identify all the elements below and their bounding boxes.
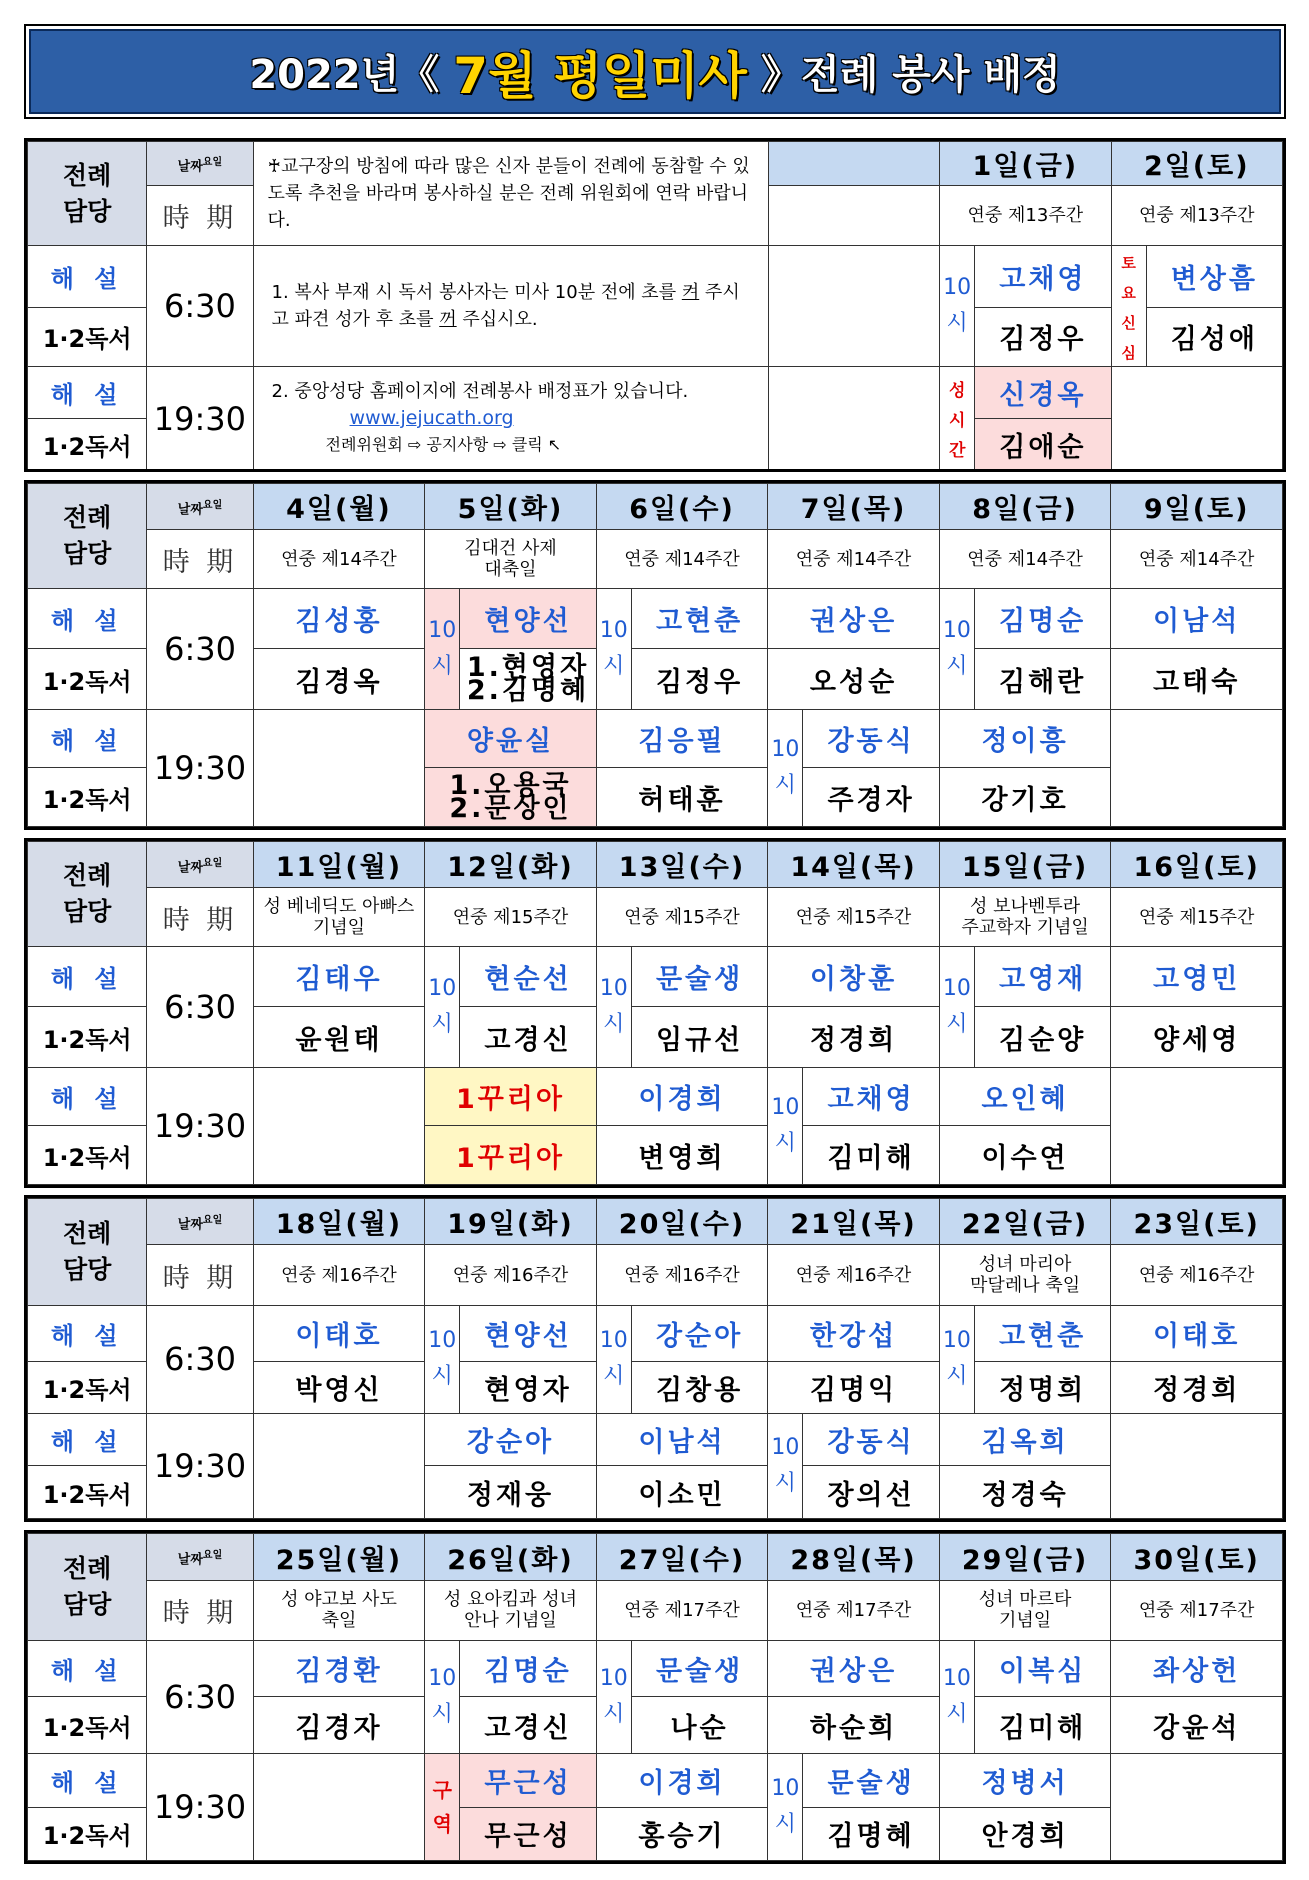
period-cell: 성 요아킴과 성녀 안나 기념일 (425, 1581, 597, 1640)
reader-name: 고태숙 (1111, 649, 1283, 710)
reader-name: 정명희 (974, 1361, 1110, 1413)
title-prefix: 2022년《 (249, 52, 440, 98)
title-suffix: 》전례 봉사 배정 (760, 52, 1061, 98)
period-cell: 연중 제17주간 (1111, 1581, 1283, 1640)
reader-name: 김명익 (768, 1361, 940, 1413)
period-cell: 연중 제14주간 (253, 530, 425, 589)
notice-recruit: ♰교구장의 방침에 따라 많은 신자 분들이 전례에 동참할 수 있도록 추천을 바라며 봉사하실 분은 전례 위원회에 연락 바랍니다. (253, 142, 768, 246)
commentator-name: 권상은 (768, 1640, 940, 1696)
ten-am-tag: 10 시 (768, 1067, 803, 1184)
ten-am-tag: 10 시 (596, 946, 631, 1067)
day-header: 14일(목) (768, 842, 940, 888)
ten-am-tag: 10 시 (768, 709, 803, 826)
blank-period (768, 186, 939, 246)
period-label: 時 期 (147, 888, 253, 947)
time-pm: 19:30 (147, 1754, 253, 1861)
commentator-name: 정이흥 (939, 709, 1111, 768)
role-header: 전례 담당 (28, 484, 147, 589)
commentator-name: 신경옥 (975, 367, 1111, 419)
reader-name: 김명혜 (803, 1807, 939, 1860)
ten-am-tag: 10 시 (596, 1305, 631, 1413)
ten-am-tag: 10 시 (425, 946, 460, 1067)
period-cell: 연중 제17주간 (596, 1581, 768, 1640)
reader-name: 양세영 (1111, 1007, 1283, 1068)
ten-am-tag: 10 시 (939, 1305, 974, 1413)
day-header: 8일(금) (939, 484, 1111, 530)
week-block-3 (24, 838, 1286, 1188)
reader-label: 1·2독서 (28, 419, 147, 471)
role-header: 전례 담당 (28, 142, 147, 246)
time-am: 6:30 (147, 1640, 253, 1754)
commentator-label: 해 설 (28, 1413, 147, 1465)
commentator-label: 해 설 (28, 588, 147, 649)
reader-name: 윤원태 (253, 1007, 425, 1068)
day-header: 13일(수) (596, 842, 768, 888)
time-pm: 19:30 (147, 1067, 253, 1184)
commentator-label: 해 설 (28, 709, 147, 768)
commentator-name: 이태호 (1111, 1305, 1283, 1361)
commentator-name: 문술생 (631, 946, 767, 1007)
day-header: 20일(수) (596, 1199, 768, 1245)
reader-name: 박영신 (253, 1361, 425, 1413)
commentator-name: 강동식 (803, 1413, 939, 1465)
reader-name: 정경희 (768, 1007, 940, 1068)
day-header: 21일(목) (768, 1199, 940, 1245)
reader-name: 정재웅 (425, 1466, 597, 1519)
reader-name: 김미해 (974, 1696, 1110, 1753)
commentator-name: 이태호 (253, 1305, 425, 1361)
period-cell: 연중 제15주간 (596, 888, 768, 947)
commentator-name: 이창훈 (768, 946, 940, 1007)
blank-cell (768, 246, 939, 367)
commentator-name: 김명순 (460, 1640, 596, 1696)
reader-name: 강기호 (939, 768, 1111, 827)
time-pm: 19:30 (147, 367, 253, 471)
period-cell: 성 베네딕도 아빠스 기념일 (253, 888, 425, 947)
reader-name: 나순 (631, 1696, 767, 1753)
reader-name: 1.현영자 2.김명혜 (460, 649, 596, 710)
blank-cell (768, 367, 939, 471)
saturday-devotion-tag: 토 요 신 심 (1111, 246, 1146, 367)
commentator-label: 해 설 (28, 946, 147, 1007)
commentator-name: 이경희 (596, 1754, 768, 1807)
day-header: 6일(수) (596, 484, 768, 530)
commentator-name: 김태우 (253, 946, 425, 1007)
commentator-name: 변상흠 (1146, 246, 1282, 308)
period-cell: 김대건 사제 대축일 (425, 530, 597, 589)
page-title (29, 29, 1281, 114)
reader-name: 김미해 (803, 1126, 939, 1185)
week-block-2 (24, 480, 1286, 830)
reader-name: 장의선 (803, 1466, 939, 1519)
day-header: 4일(월) (253, 484, 425, 530)
ten-am-tag: 10 시 (596, 588, 631, 709)
commentator-label: 해 설 (28, 1640, 147, 1696)
role-header: 전례 담당 (28, 1199, 147, 1306)
blank-cell (1111, 367, 1282, 471)
holy-hour-tag: 성 시 간 (940, 367, 975, 471)
commentator-name: 무근성 (460, 1754, 596, 1807)
commentator-name: 현양선 (460, 1305, 596, 1361)
day-header: 11일(월) (253, 842, 425, 888)
commentator-name: 이경희 (596, 1067, 768, 1126)
period-cell: 연중 제16주간 (425, 1245, 597, 1306)
period-cell: 성 보나벤투라 주교학자 기념일 (939, 888, 1111, 947)
commentator-name: 김명순 (974, 588, 1110, 649)
ten-am-tag: 10 시 (768, 1754, 803, 1861)
day-header: 25일(월) (253, 1534, 425, 1581)
reader-name: 김창용 (631, 1361, 767, 1413)
day-header: 22일(금) (939, 1199, 1111, 1245)
reader-name: 고경신 (460, 1696, 596, 1753)
period-cell: 연중 제14주간 (768, 530, 940, 589)
reader-label: 1·2독서 (28, 307, 147, 366)
commentator-name: 고현춘 (631, 588, 767, 649)
date-label: 날짜$^{요일}$ (147, 1199, 253, 1245)
reader-name: 김경자 (253, 1696, 425, 1753)
ten-am-tag: 10 시 (939, 946, 974, 1067)
commentator-name: 이복심 (974, 1640, 1110, 1696)
blank-cell (1111, 1413, 1283, 1518)
reader-name: 무근성 (460, 1807, 596, 1860)
blank-cell (1111, 709, 1283, 826)
time-am: 6:30 (147, 588, 253, 709)
week-block-5 (24, 1530, 1286, 1864)
commentator-name: 고현춘 (974, 1305, 1110, 1361)
reader-label: 1·2독서 (28, 1007, 147, 1068)
reader-name: 1꾸리아 (425, 1126, 597, 1185)
reader-label: 1·2독서 (28, 768, 147, 827)
reader-name: 이소민 (596, 1466, 768, 1519)
period-cell: 연중 제15주간 (1111, 888, 1283, 947)
reader-name: 임규선 (631, 1007, 767, 1068)
reader-label: 1·2독서 (28, 649, 147, 710)
blank-cell (253, 709, 425, 826)
reader-name: 오성순 (768, 649, 940, 710)
commentator-name: 좌상헌 (1111, 1640, 1283, 1696)
day-header: 16일(토) (1111, 842, 1283, 888)
period-label: 時 期 (147, 530, 253, 589)
commentator-label: 해 설 (28, 367, 147, 419)
ten-am-tag: 10 시 (425, 1305, 460, 1413)
title-frame (24, 24, 1286, 119)
commentator-label: 해 설 (28, 246, 147, 308)
commentator-name: 강순아 (631, 1305, 767, 1361)
homepage-link[interactable]: www.jejucath.org (349, 407, 514, 429)
reader-name: 김정우 (631, 649, 767, 710)
week-block-1 (24, 138, 1286, 472)
reader-name: 1.오용국 2.문상인 (425, 768, 597, 827)
reader-name: 주경자 (803, 768, 939, 827)
day-header: 12일(화) (425, 842, 597, 888)
reader-name: 김애순 (975, 419, 1111, 471)
period-cell: 연중 제14주간 (1111, 530, 1283, 589)
reader-name: 김정우 (975, 307, 1111, 366)
period-cell: 연중 제16주간 (1111, 1245, 1283, 1306)
commentator-name: 한강섭 (768, 1305, 940, 1361)
period-cell: 연중 제16주간 (596, 1245, 768, 1306)
commentator-label: 해 설 (28, 1305, 147, 1361)
date-label: 날짜$^{요일}$ (147, 1534, 253, 1581)
reader-name: 고경신 (460, 1007, 596, 1068)
time-am: 6:30 (147, 246, 253, 367)
reader-name: 허태훈 (596, 768, 768, 827)
period-label: 時 期 (147, 186, 253, 246)
reader-name: 김해란 (974, 649, 1110, 710)
week-block-4 (24, 1195, 1286, 1522)
blank-cell (253, 1067, 425, 1184)
time-am: 6:30 (147, 946, 253, 1067)
period-cell: 연중 제15주간 (425, 888, 597, 947)
reader-name: 이수연 (939, 1126, 1111, 1185)
commentator-name: 김응필 (596, 709, 768, 768)
day-header: 7일(목) (768, 484, 940, 530)
time-am: 6:30 (147, 1305, 253, 1413)
ten-am-tag: 10 시 (596, 1640, 631, 1754)
period-cell: 연중 제13주간 (1111, 186, 1282, 246)
day-header: 28일(목) (768, 1534, 940, 1581)
title-main: 7월 평일미사 (453, 46, 747, 105)
role-header: 전례 담당 (28, 842, 147, 947)
commentator-name: 김경환 (253, 1640, 425, 1696)
day-header: 9일(토) (1111, 484, 1283, 530)
reader-name: 현영자 (460, 1361, 596, 1413)
ten-am-tag: 10 시 (768, 1413, 803, 1518)
date-label: 날짜$^{요일}$ (147, 484, 253, 530)
period-label: 時 期 (147, 1581, 253, 1640)
commentator-name: 고영재 (974, 946, 1110, 1007)
commentator-name: 김성홍 (253, 588, 425, 649)
commentator-name: 문술생 (631, 1640, 767, 1696)
commentator-name: 1꾸리아 (425, 1067, 597, 1126)
blank-cell (253, 1754, 425, 1861)
day-header: 30일(토) (1111, 1534, 1283, 1581)
commentator-name: 정병서 (939, 1754, 1111, 1807)
district-tag: 구 역 (425, 1754, 460, 1861)
reader-name: 안경희 (939, 1807, 1111, 1860)
notice-candles: 1. 복사 부재 시 독서 봉사자는 미사 10분 전에 초를 켜 주시고 파견 성가 후 초를 꺼 주십시오. (253, 246, 768, 367)
reader-label: 1·2독서 (28, 1807, 147, 1860)
commentator-name: 문술생 (803, 1754, 939, 1807)
day-header: 29일(금) (939, 1534, 1111, 1581)
commentator-name: 오인혜 (939, 1067, 1111, 1126)
commentator-name: 강동식 (803, 709, 939, 768)
day-header: 18일(월) (253, 1199, 425, 1245)
role-header: 전례 담당 (28, 1534, 147, 1641)
period-cell: 연중 제15주간 (768, 888, 940, 947)
day-header: 1일(금) (940, 142, 1111, 186)
day-header: 23일(토) (1111, 1199, 1283, 1245)
reader-label: 1·2독서 (28, 1126, 147, 1185)
notice-homepage: 2. 중앙성당 홈페이지에 전례봉사 배정표가 있습니다. www.jejucath.org 전례위원회 ⇨ 공지사항 ⇨ 클릭 ↖ (253, 367, 768, 471)
period-cell: 연중 제13주간 (940, 186, 1111, 246)
period-cell: 연중 제16주간 (253, 1245, 425, 1306)
ten-am-tag: 10 시 (425, 1640, 460, 1754)
day-header: 5일(화) (425, 484, 597, 530)
commentator-name: 강순아 (425, 1413, 597, 1465)
commentator-label: 해 설 (28, 1754, 147, 1807)
blank-header (768, 142, 939, 186)
commentator-name: 이남석 (1111, 588, 1283, 649)
time-pm: 19:30 (147, 1413, 253, 1518)
ten-am-tag: 10 시 (939, 1640, 974, 1754)
commentator-name: 양윤실 (425, 709, 597, 768)
reader-name: 정경희 (1111, 1361, 1283, 1413)
reader-label: 1·2독서 (28, 1696, 147, 1753)
commentator-name: 김옥희 (939, 1413, 1111, 1465)
commentator-name: 고채영 (803, 1067, 939, 1126)
period-cell: 성녀 마르타 기념일 (939, 1581, 1111, 1640)
period-cell: 연중 제16주간 (768, 1245, 940, 1306)
reader-name: 김순양 (974, 1007, 1110, 1068)
reader-name: 홍승기 (596, 1807, 768, 1860)
period-label: 時 期 (147, 1245, 253, 1306)
period-cell: 성 야고보 사도 축일 (253, 1581, 425, 1640)
reader-name: 하순희 (768, 1696, 940, 1753)
reader-label: 1·2독서 (28, 1466, 147, 1519)
time-pm: 19:30 (147, 709, 253, 826)
reader-name: 강윤석 (1111, 1696, 1283, 1753)
blank-cell (1111, 1067, 1283, 1184)
period-cell: 성녀 마리아 막달레나 축일 (939, 1245, 1111, 1306)
commentator-name: 현순선 (460, 946, 596, 1007)
day-header: 27일(수) (596, 1534, 768, 1581)
period-cell: 연중 제17주간 (768, 1581, 940, 1640)
period-cell: 연중 제14주간 (939, 530, 1111, 589)
date-label: 날짜$^{요일}$ (147, 142, 253, 186)
reader-label: 1·2독서 (28, 1361, 147, 1413)
reader-name: 김성애 (1146, 307, 1282, 366)
reader-name: 정경숙 (939, 1466, 1111, 1519)
date-label: 날짜$^{요일}$ (147, 842, 253, 888)
ten-am-tag: 10 시 (940, 246, 975, 367)
day-header: 19일(화) (425, 1199, 597, 1245)
commentator-name: 고채영 (975, 246, 1111, 308)
blank-cell (1111, 1754, 1283, 1861)
day-header: 2일(토) (1111, 142, 1282, 186)
ten-am-tag: 10 시 (425, 588, 460, 709)
blank-cell (253, 1413, 425, 1518)
day-header: 26일(화) (425, 1534, 597, 1581)
ten-am-tag: 10 시 (939, 588, 974, 709)
reader-name: 김경옥 (253, 649, 425, 710)
commentator-label: 해 설 (28, 1067, 147, 1126)
reader-name: 변영희 (596, 1126, 768, 1185)
commentator-name: 이남석 (596, 1413, 768, 1465)
day-header: 15일(금) (939, 842, 1111, 888)
period-cell: 연중 제14주간 (596, 530, 768, 589)
commentator-name: 고영민 (1111, 946, 1283, 1007)
commentator-name: 현양선 (460, 588, 596, 649)
commentator-name: 권상은 (768, 588, 940, 649)
